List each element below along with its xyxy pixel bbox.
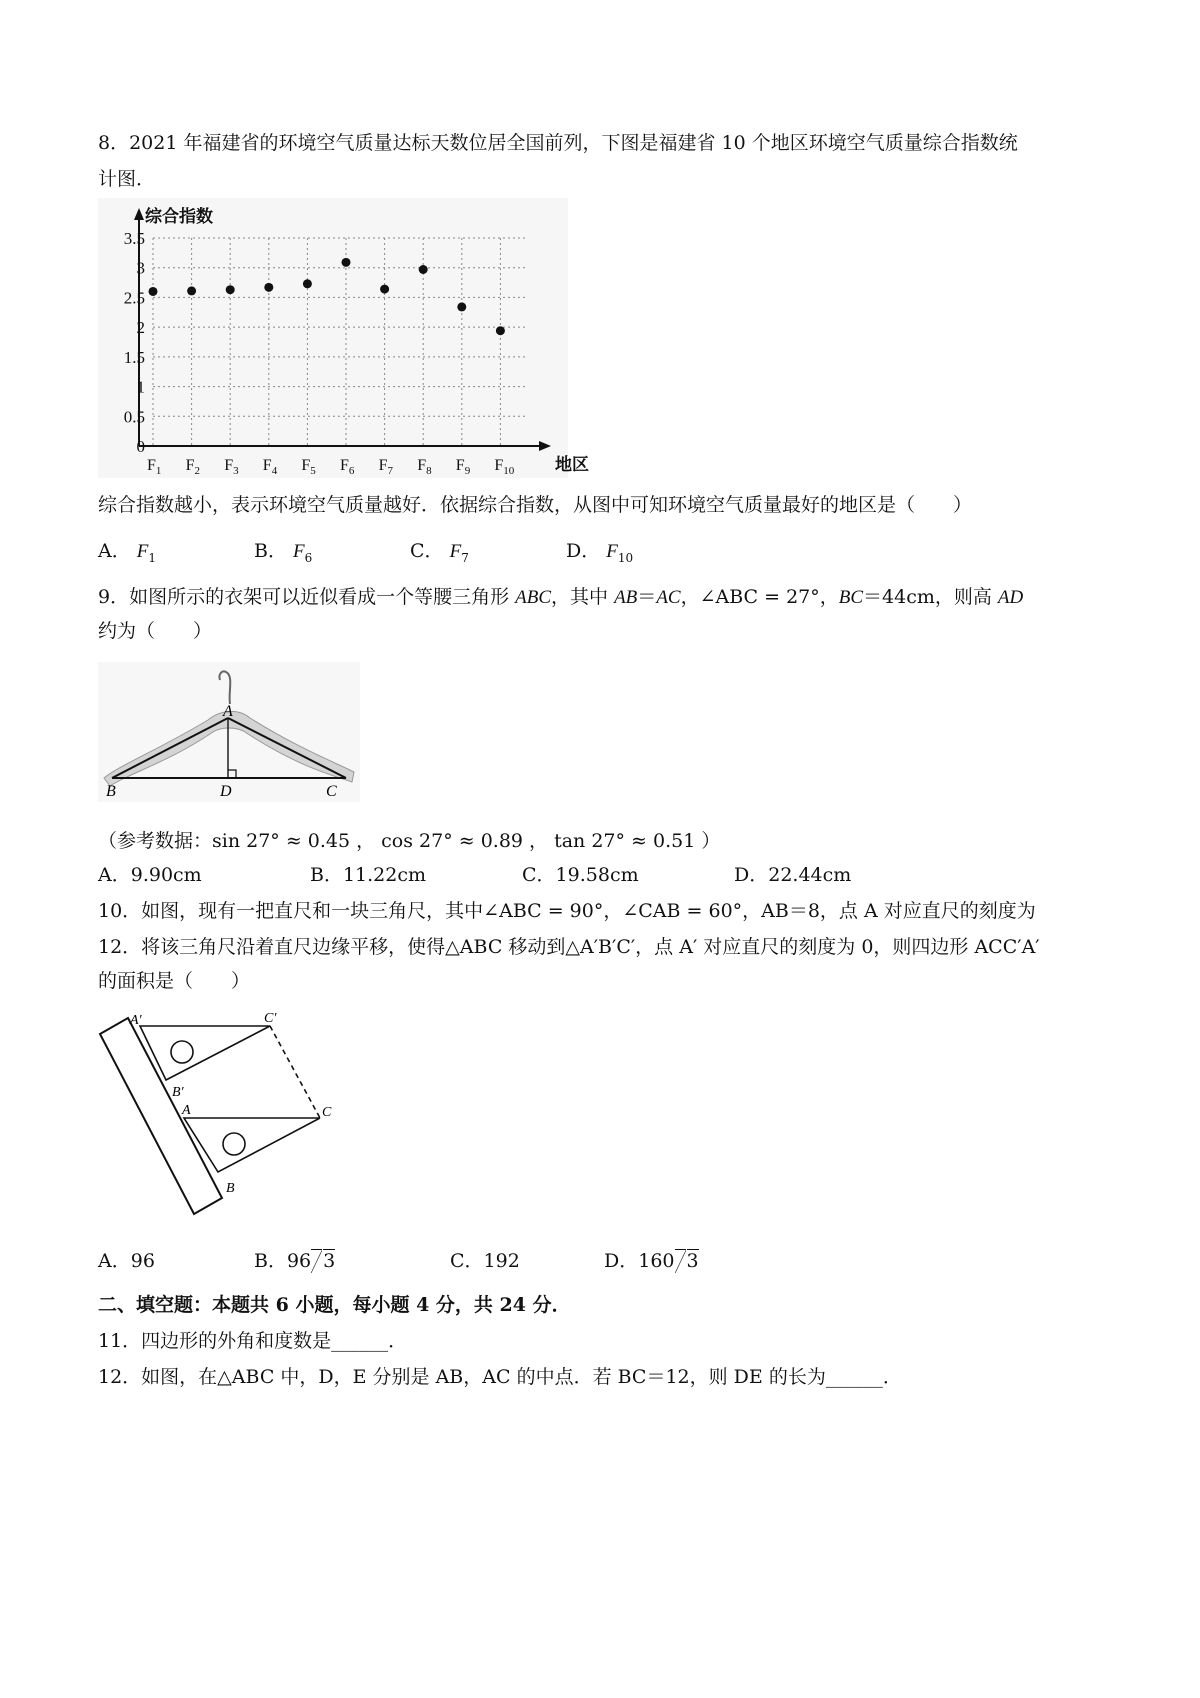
q9-stem-line1 <box>98 582 1023 609</box>
q9-option-b[interactable] <box>310 860 426 887</box>
option-subscript: 1 <box>148 550 157 565</box>
q9-stem-line2: 约为（ ） <box>98 620 213 642</box>
q9-option-d[interactable] <box>734 860 851 887</box>
data-point <box>342 258 351 267</box>
data-point <box>496 326 505 335</box>
data-point <box>226 285 235 294</box>
y-axis-label: 综合指数 <box>145 207 213 226</box>
label-d: D <box>220 783 232 800</box>
figure-background <box>98 662 360 802</box>
option-text: F <box>293 541 305 562</box>
label-b-prime: B′ <box>172 1085 184 1100</box>
x-tick-label: $F_7$ <box>378 457 394 477</box>
q9-stem-text: ＝44cm，则高 <box>863 586 998 608</box>
data-point <box>149 287 158 296</box>
sqrt-radicand: 3 <box>686 1250 699 1272</box>
y-tick-label: 0 <box>136 437 145 456</box>
y-tick-label: 2 <box>136 318 145 338</box>
x-tick-label: $F_9$ <box>455 457 471 477</box>
q9-option-a[interactable] <box>98 860 202 887</box>
sqrt-symbol <box>675 1249 699 1272</box>
option-letter: A． <box>98 540 131 562</box>
q10-option-b[interactable] <box>254 1246 335 1273</box>
label-b: B <box>226 1181 235 1196</box>
q9-segment-ad: AD <box>997 587 1024 608</box>
option-letter: A． <box>98 1250 131 1272</box>
label-a: A <box>182 1103 191 1118</box>
label-c: C <box>322 1105 332 1120</box>
option-text: 96 <box>286 1250 312 1272</box>
y-tick-label: 3 <box>136 258 145 278</box>
option-text: 192 <box>483 1250 520 1272</box>
data-point <box>187 286 196 295</box>
q9-stem-text: ，其中 <box>551 586 615 608</box>
option-letter: A． <box>98 864 131 886</box>
y-tick-label: 2.5 <box>123 288 145 308</box>
option-subscript: 10 <box>617 550 634 565</box>
q9-triangle-name: ABC <box>515 587 552 608</box>
x-tick-label: $F_2$ <box>185 457 201 477</box>
option-text: F <box>449 541 462 562</box>
option-text: 22.44cm <box>768 864 852 886</box>
q10-stem-line1: 10．如图，现有一把直尺和一块三角尺，其中∠ABC = 90°，∠CAB = 60°，AB＝8，点 A 对应直尺的刻度为 <box>98 900 1036 922</box>
q9-segment-ab: AB <box>614 587 638 608</box>
option-letter: D． <box>604 1250 639 1272</box>
sqrt-symbol <box>311 1249 335 1272</box>
option-letter: B． <box>254 1250 287 1272</box>
option-text: 19.58cm <box>555 864 639 886</box>
data-point <box>380 285 389 294</box>
data-point <box>457 302 466 311</box>
option-letter: B． <box>310 864 343 886</box>
option-letter: C． <box>522 864 556 886</box>
q8-option-b[interactable] <box>254 536 312 565</box>
x-tick-label: $F_5$ <box>301 457 316 477</box>
option-text: 9.90cm <box>130 864 202 886</box>
q10-option-a[interactable] <box>98 1246 155 1273</box>
data-point <box>264 283 273 292</box>
q9-equals: ＝ <box>637 586 657 608</box>
y-tick-label: 0.5 <box>123 407 145 427</box>
q9-reference-data: （参考数据：sin 27° ≈ 0.45 ， cos 27° ≈ 0.89 ， tan 27° ≈ 0.51 ） <box>98 830 721 852</box>
q9-hanger-figure <box>98 662 360 802</box>
q10-option-d[interactable] <box>604 1246 699 1273</box>
option-subscript: 7 <box>461 550 469 565</box>
q9-segment-bc: BC <box>838 587 864 608</box>
label-b: B <box>106 783 116 800</box>
data-point <box>419 265 428 274</box>
q8-option-d[interactable] <box>566 536 633 565</box>
x-tick-label: $F_4$ <box>262 457 278 477</box>
q8-stem-line1: 8．2021 年福建省的环境空气质量达标天数位居全国前列，下图是福建省 10 个地区环境空气质量综合指数统 <box>98 132 1018 154</box>
dashed-segment-cc1 <box>270 1026 320 1118</box>
option-letter: C． <box>410 540 444 562</box>
option-letter: B． <box>254 540 287 562</box>
q8-option-a[interactable] <box>98 536 156 565</box>
label-c-prime: C′ <box>264 1011 277 1026</box>
option-letter: D． <box>566 540 601 562</box>
option-subscript: 6 <box>304 550 313 565</box>
x-axis-label: 地区 <box>555 455 589 474</box>
data-point <box>303 279 312 288</box>
q9-stem-text: 9．如图所示的衣架可以近似看成一个等腰三角形 <box>98 586 516 608</box>
y-tick-label: 1.5 <box>123 347 145 367</box>
option-text: 96 <box>130 1250 155 1272</box>
q8-option-c[interactable] <box>410 536 469 565</box>
x-tick-label: $F_1$ <box>147 457 162 477</box>
q10-option-c[interactable] <box>450 1246 520 1273</box>
q8-note: 综合指数越小，表示环境空气质量越好．依据综合指数，从图中可知环境空气质量最好的地区是（ ） <box>98 494 973 516</box>
x-tick-label: $F_3$ <box>224 457 239 477</box>
section-heading: 二、填空题：本题共 6 小题，每小题 4 分，共 24 分． <box>98 1294 571 1316</box>
option-text: 160 <box>638 1250 675 1272</box>
q11-stem: 11．四边形的外角和度数是______． <box>98 1330 408 1352</box>
q9-angle: ，∠ABC = 27°， <box>680 586 839 608</box>
q10-stem-line2: 12．将该三角尺沿着直尺边缘平移，使得△ABC 移动到△A′B′C′，点 A′ 对应直尺的刻度为 0，则四边形 ACC′A′ <box>98 936 1040 958</box>
q10-ruler-figure <box>98 1004 358 1220</box>
x-tick-label: $F_6$ <box>340 457 355 477</box>
label-a: A <box>223 703 233 720</box>
q8-scatter-chart <box>98 198 589 478</box>
option-letter: C． <box>450 1250 484 1272</box>
q10-stem-line3: 的面积是（ ） <box>98 970 251 992</box>
label-a-prime: A′ <box>130 1013 142 1028</box>
triangle-a1b1c1 <box>140 1026 270 1080</box>
x-tick-label: $F_{10}$ <box>494 457 515 477</box>
label-c: C <box>326 783 337 800</box>
q9-option-c[interactable] <box>522 860 639 887</box>
y-tick-label: 1 <box>136 377 145 397</box>
q8-stem-line2: 计图． <box>98 168 156 190</box>
option-text: 11.22cm <box>342 864 427 886</box>
x-tick-label: $F_8$ <box>417 457 432 477</box>
option-text: F <box>136 541 149 562</box>
q12-stem: 12．如图，在△ABC 中，D，E 分别是 AB，AC 的中点．若 BC＝12，则 DE 的长为______． <box>98 1366 902 1388</box>
option-text: F <box>606 541 618 562</box>
option-letter: D． <box>734 864 769 886</box>
y-tick-label: 3.5 <box>123 229 145 248</box>
sqrt-radicand: 3 <box>323 1250 336 1272</box>
q9-segment-ac: AC <box>656 587 681 608</box>
